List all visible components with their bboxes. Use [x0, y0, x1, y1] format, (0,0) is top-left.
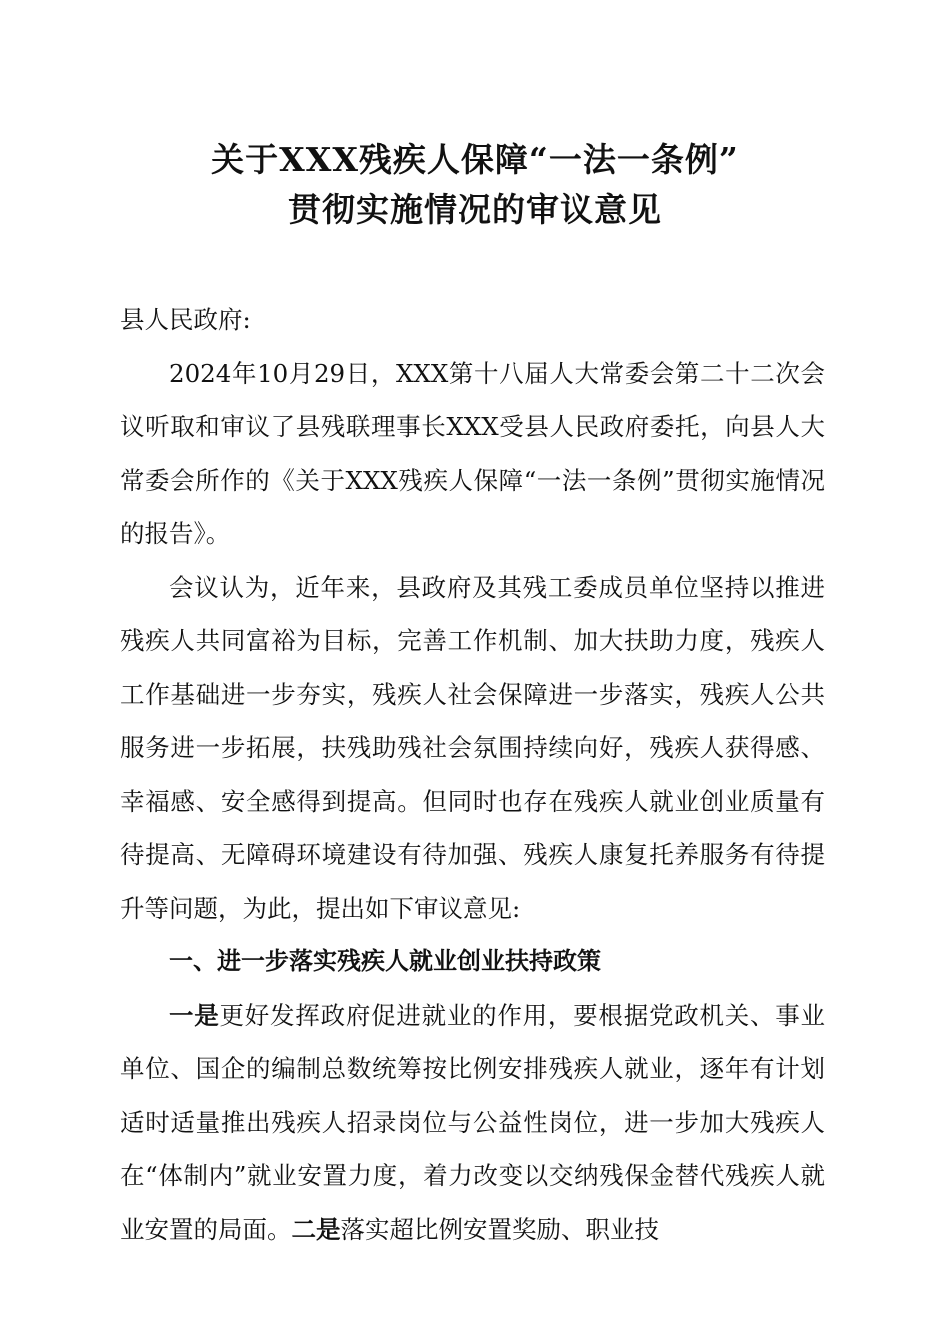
section-heading-1: 一、进一步落实残疾人就业创业扶持政策	[169, 947, 601, 975]
point-two-text: 落实超比例安置奖励、职业技	[340, 1214, 659, 1244]
paragraph-meeting-summary: 2024年10月29日，XXX第十八届人大常委会第二十二次会议听取和审议了县残联理事长XXX受县人民政府委托，向县人大常委会所作的《关于XXX残疾人保障“一法一条例”贯彻实施情况的报告》。	[120, 358, 825, 548]
point-one-text: 更好发挥政府促进就业的作用，要根据党政机关、事业单位、国企的编制总数统筹按比例安排残疾人就业，逐年有计划适时适量推出残疾人招录岗位与公益性岗位，进一步加大残疾人在“体制内”就业安置力度，着力改变以交纳残保金替代残疾人就业安置的局面。	[120, 1000, 826, 1244]
paragraph-meeting-opinion: 会议认为，近年来，县政府及其残工委成员单位坚持以推进残疾人共同富裕为目标，完善工作机制、加大扶助力度，残疾人工作基础进一步夯实，残疾人社会保障进一步落实，残疾人公共服务进一步拓展，扶残助残社会氛围持续向好，残疾人获得感、幸福感、安全感得到提高。但同时也存在残疾人就业创业质量有待提高、无障碍环境建设有待加强、残疾人康复托养服务有待提升等问题，为此，提出如下审议意见:	[120, 572, 825, 923]
document-title-line-2: 贯彻实施情况的审议意见	[288, 190, 662, 229]
point-one-label: 一是	[169, 1000, 220, 1030]
salutation: 县人民政府:	[120, 305, 251, 334]
document-body	[120, 293, 825, 1256]
point-two-label: 二是	[291, 1214, 341, 1244]
document-title-line-1: 关于XXX残疾人保障“一法一条例”	[211, 140, 739, 179]
paragraph-employment-measures	[120, 989, 825, 1257]
